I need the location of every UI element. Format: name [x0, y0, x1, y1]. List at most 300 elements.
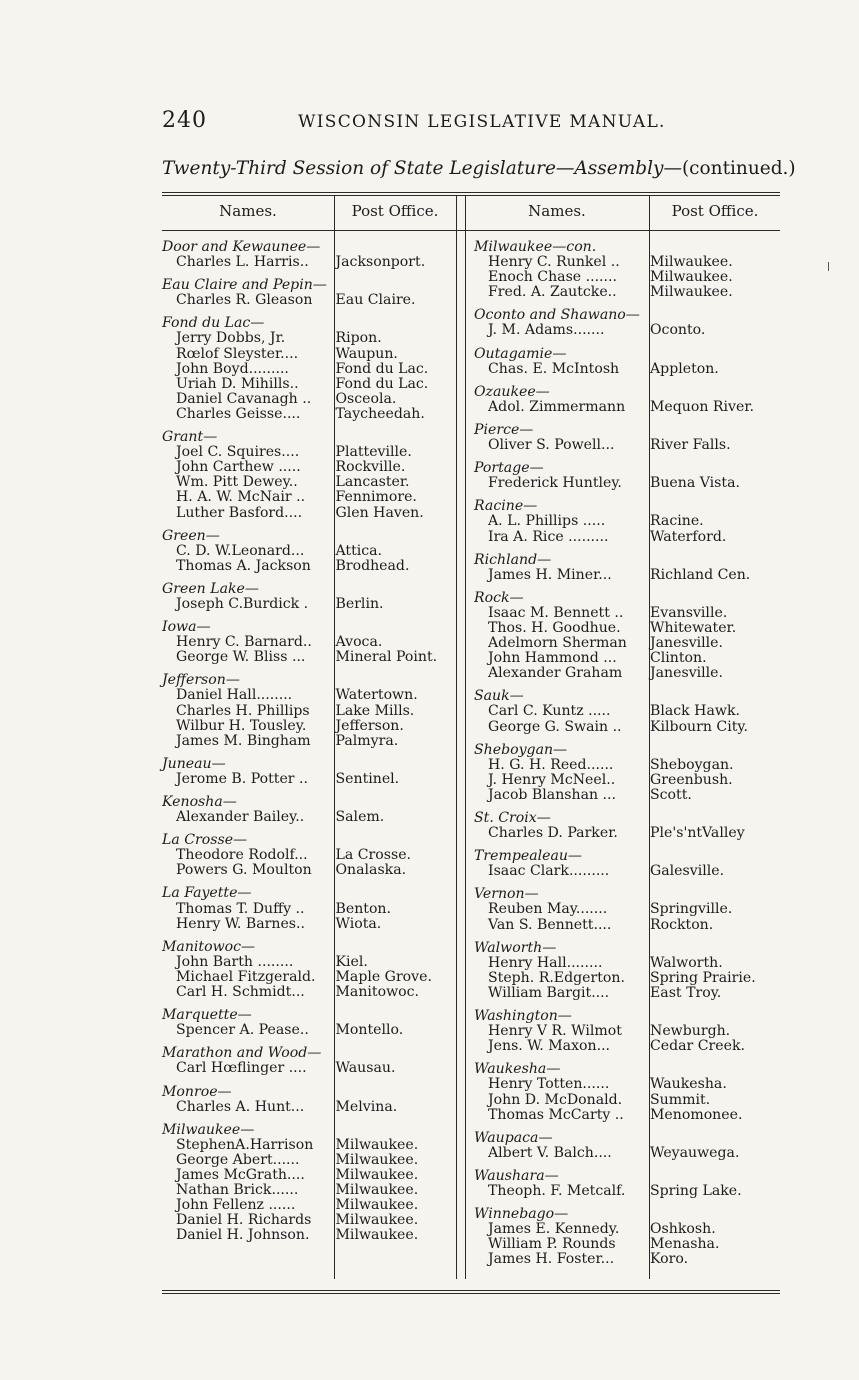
post-office: Kilbourn City. — [650, 719, 748, 735]
member-name: Albert V. Balch.... — [488, 1145, 612, 1161]
member-name: John Fellenz ...... — [176, 1198, 296, 1214]
post-office: Racine. — [650, 514, 704, 530]
post-office: Wausau. — [335, 1061, 396, 1077]
county-group — [474, 240, 780, 300]
member-row — [474, 1237, 780, 1252]
post-office: La Crosse. — [335, 848, 412, 864]
member-name: Daniel Hall........ — [176, 688, 293, 704]
post-office: Waukesha. — [650, 1077, 727, 1093]
member-name: George Abert...... — [176, 1152, 300, 1168]
county-name: Oconto and Shawano— — [474, 307, 640, 324]
county-name: Iowa— — [162, 619, 211, 636]
post-office: Avoca. — [335, 635, 383, 651]
post-office: Waterford. — [650, 529, 727, 545]
post-office: East Troy. — [650, 985, 722, 1001]
post-office: Eau Claire. — [335, 293, 416, 309]
post-office: Whitewater. — [650, 620, 737, 636]
member-name: Wilbur H. Tousley. — [176, 718, 307, 734]
member-name: William Bargit.... — [488, 985, 610, 1001]
member-row — [162, 255, 454, 270]
member-row — [474, 704, 780, 719]
running-title: WISCONSIN LEGISLATIVE MANUAL. — [298, 112, 666, 132]
member-name: Charles L. Harris.. — [176, 255, 309, 271]
member-name: Henry V R. Wilmot — [488, 1024, 622, 1040]
post-office: Appleton. — [650, 361, 719, 377]
county-name: Door and Kewaunee— — [162, 239, 321, 255]
bottom-rule-inner — [162, 1293, 780, 1294]
member-row — [474, 720, 780, 735]
member-row — [474, 568, 780, 583]
page-number: 240 — [162, 108, 207, 133]
member-row — [474, 362, 780, 377]
county-group — [162, 529, 454, 574]
member-name: Enoch Chase ....... — [488, 270, 617, 286]
county-group — [474, 499, 780, 544]
member-row — [474, 1077, 780, 1092]
member-row — [474, 1108, 780, 1123]
member-row — [474, 1146, 780, 1161]
county-group — [162, 673, 454, 748]
session-title-text: Twenty-Third Session of State Legislature—Assembly— — [162, 158, 682, 179]
member-name: Oliver S. Powell... — [488, 438, 615, 454]
member-name: J. M. Adams....... — [488, 323, 605, 339]
county-group — [474, 689, 780, 734]
member-row — [162, 772, 454, 787]
post-office: Melvina. — [335, 1099, 398, 1115]
member-name: Daniel H. Johnson. — [176, 1228, 310, 1244]
member-name: Carl H. Schmidt... — [176, 985, 305, 1001]
member-name: Daniel H. Richards — [176, 1213, 312, 1229]
post-office: Clinton. — [650, 651, 707, 667]
member-name: James E. Kennedy. — [488, 1222, 620, 1238]
member-row — [162, 704, 454, 719]
county-group — [162, 316, 454, 422]
county-name: Green Lake— — [162, 580, 259, 597]
county-name: Juneau— — [162, 755, 226, 772]
member-name: John Hammond ... — [488, 651, 617, 667]
post-office: Scott. — [650, 787, 692, 803]
county-group — [162, 757, 454, 787]
member-name: Isaac M. Bennett .. — [488, 605, 624, 621]
post-office: Milwaukee. — [335, 1152, 419, 1168]
post-office: Attica. — [335, 543, 383, 559]
county-name: Outagamie— — [474, 345, 567, 362]
county-name: Vernon— — [474, 886, 539, 903]
member-row — [162, 1061, 454, 1076]
member-row — [162, 377, 454, 392]
county-group — [162, 1008, 454, 1038]
post-office: Osceola. — [335, 391, 397, 407]
top-rule — [162, 192, 780, 193]
county-name: Richland— — [474, 551, 552, 568]
county-name: Winnebago— — [474, 1206, 569, 1223]
county-name: Fond du Lac— — [162, 315, 265, 332]
post-office: Cedar Creek. — [650, 1039, 745, 1055]
member-row — [474, 636, 780, 651]
post-office: Mequon River. — [650, 399, 755, 415]
county-name: Washington— — [474, 1008, 572, 1025]
member-row — [162, 1138, 454, 1153]
post-office: Rockton. — [650, 917, 714, 933]
member-name: Nathan Brick...... — [176, 1183, 299, 1199]
member-name: Chas. E. McIntosh — [488, 361, 620, 377]
post-office: Milwaukee. — [335, 1228, 419, 1244]
county-group — [162, 1085, 454, 1115]
post-office: Maple Grove. — [335, 969, 432, 985]
county-name: Monroe— — [162, 1083, 232, 1100]
county-name: Milwaukee—con. — [474, 239, 597, 255]
member-row — [474, 773, 780, 788]
post-office: Ple's'ntValley — [650, 826, 745, 842]
right-names-header: Names. — [528, 202, 586, 220]
post-office: Berlin. — [335, 596, 384, 612]
county-name: Waushara— — [474, 1167, 559, 1184]
post-office: Platteville. — [335, 445, 412, 461]
county-group — [474, 743, 780, 803]
county-name: La Crosse— — [162, 832, 248, 849]
post-office: Wiota. — [335, 916, 382, 932]
member-name: StephenA.Harrison — [176, 1137, 314, 1153]
member-name: Charles Geisse.... — [176, 406, 301, 422]
county-name: Green— — [162, 527, 220, 544]
member-row — [162, 293, 454, 308]
post-office: Sentinel. — [335, 771, 400, 787]
county-name: La Fayette— — [162, 885, 252, 902]
county-name: Racine— — [474, 498, 538, 515]
county-group — [474, 591, 780, 682]
county-name: St. Croix— — [474, 810, 551, 826]
member-row — [162, 970, 454, 985]
member-name: Ira A. Rice ......... — [488, 529, 609, 545]
post-office: Palmyra. — [335, 733, 399, 749]
post-office: Kiel. — [335, 954, 368, 970]
county-group — [162, 886, 454, 931]
member-name: James H. Miner... — [488, 567, 612, 583]
member-row — [162, 955, 454, 970]
county-group — [162, 278, 454, 308]
post-office: Waupun. — [335, 346, 398, 362]
member-name: Alexander Graham — [488, 666, 623, 682]
member-name: C. D. W.Leonard... — [176, 543, 305, 559]
member-name: A. L. Phillips ..... — [488, 514, 606, 530]
member-name: Henry C. Barnard.. — [176, 635, 312, 651]
left-post-office-header: Post Office. — [351, 202, 439, 220]
county-group — [474, 385, 780, 415]
member-name: Spencer A. Pease.. — [176, 1023, 309, 1039]
county-group — [474, 308, 780, 338]
member-row — [474, 1252, 780, 1267]
member-name: John D. McDonald. — [488, 1092, 623, 1108]
post-office: Weyauwega. — [650, 1145, 740, 1161]
member-row — [162, 810, 454, 825]
post-office: Milwaukee. — [335, 1198, 419, 1214]
member-name: Joseph C.Burdick . — [176, 596, 309, 612]
member-row — [474, 826, 780, 841]
member-name: Adol. Zimmermann — [488, 399, 626, 415]
bottom-rule — [162, 1290, 780, 1291]
member-row — [162, 1153, 454, 1168]
county-name: Waupaca— — [474, 1129, 553, 1146]
member-name: Alexander Bailey.. — [176, 810, 305, 826]
member-name: John Boyd......... — [176, 361, 289, 377]
post-office: Richland Cen. — [650, 567, 751, 583]
county-name: Rock— — [474, 589, 524, 606]
member-row — [474, 255, 780, 270]
member-row — [474, 1093, 780, 1108]
county-name: Portage— — [474, 460, 544, 477]
county-name: Eau Claire and Pepin— — [162, 277, 327, 294]
county-group — [162, 620, 454, 665]
post-office: Montello. — [335, 1023, 404, 1039]
member-row — [474, 1024, 780, 1039]
member-row — [162, 1183, 454, 1198]
member-row — [162, 1023, 454, 1038]
post-office: Janesville. — [650, 666, 724, 682]
member-name: Charles H. Phillips — [176, 703, 310, 719]
county-group — [474, 461, 780, 491]
member-name: Van S. Bennett.... — [488, 917, 612, 933]
post-office: Jacksonport. — [335, 255, 426, 271]
post-office: Oshkosh. — [650, 1222, 716, 1238]
county-group — [474, 1062, 780, 1122]
member-row — [474, 1039, 780, 1054]
county-group — [162, 430, 454, 521]
post-office: Milwaukee. — [650, 270, 733, 286]
member-row — [162, 490, 454, 505]
county-group — [474, 1169, 780, 1199]
member-row — [162, 734, 454, 749]
member-name: Daniel Cavanagh .. — [176, 391, 312, 407]
member-row — [162, 544, 454, 559]
post-office: Buena Vista. — [650, 476, 740, 492]
county-name: Grant— — [162, 429, 218, 446]
member-name: Charles D. Parker. — [488, 826, 618, 842]
member-name: Thos. H. Goodhue. — [488, 620, 621, 636]
member-name: John Carthew ..... — [176, 460, 301, 476]
post-office: Sheboygan. — [650, 757, 734, 773]
member-row — [474, 788, 780, 803]
post-office: Greenbush. — [650, 772, 733, 788]
county-name: Marquette— — [162, 1007, 252, 1024]
county-group — [474, 941, 780, 1001]
post-office: Spring Prairie. — [650, 970, 756, 986]
post-office: River Falls. — [650, 438, 731, 454]
post-office: Galesville. — [650, 864, 725, 880]
member-row — [162, 597, 454, 612]
member-name: Jacob Blanshan ... — [488, 787, 616, 803]
post-office: Spring Lake. — [650, 1183, 742, 1199]
member-name: George G. Swain .. — [488, 719, 622, 735]
member-name: Reuben May....... — [488, 902, 608, 918]
left-names-header: Names. — [219, 202, 277, 220]
member-row — [162, 407, 454, 422]
member-name: Henry Totten...... — [488, 1077, 610, 1093]
member-name: Isaac Clark......... — [488, 864, 610, 880]
member-row — [474, 971, 780, 986]
post-office: Black Hawk. — [650, 704, 740, 720]
county-name: Trempealeau— — [474, 848, 583, 865]
member-row — [474, 758, 780, 773]
member-row — [474, 323, 780, 338]
post-office: Brodhead. — [335, 558, 410, 574]
table-title — [162, 158, 796, 179]
member-row — [474, 438, 780, 453]
member-row — [162, 347, 454, 362]
member-name: H. G. H. Reed...... — [488, 757, 614, 773]
county-name: Milwaukee— — [162, 1121, 255, 1138]
member-row — [162, 863, 454, 878]
post-office: Milwaukee. — [335, 1137, 419, 1153]
member-row — [474, 918, 780, 933]
county-name: Pierce— — [474, 421, 534, 438]
member-row — [474, 476, 780, 491]
member-name: J. Henry McNeel.. — [488, 772, 616, 788]
member-row — [162, 985, 454, 1000]
county-group — [474, 811, 780, 841]
county-group — [162, 582, 454, 612]
post-office: Milwaukee. — [335, 1213, 419, 1229]
county-name: Sauk— — [474, 688, 524, 705]
post-office: Milwaukee. — [335, 1167, 419, 1183]
post-office: Rockville. — [335, 460, 406, 476]
member-row — [474, 986, 780, 1001]
member-row — [162, 392, 454, 407]
post-office: Milwaukee. — [650, 285, 733, 301]
member-name: George W. Bliss ... — [176, 650, 306, 666]
member-name: Henry C. Runkel .. — [488, 255, 620, 271]
center-divider — [456, 196, 457, 1279]
member-name: Michael Fitzgerald. — [176, 969, 316, 985]
member-name: Theoph. F. Metcalf. — [488, 1183, 626, 1199]
right-post-office-header: Post Office. — [671, 202, 759, 220]
county-group — [162, 1046, 454, 1076]
post-office: Milwaukee. — [335, 1183, 419, 1199]
member-row — [162, 650, 454, 665]
post-office: Evansville. — [650, 605, 728, 621]
member-name: Luther Basford.... — [176, 505, 303, 521]
member-row — [162, 559, 454, 574]
member-row — [162, 460, 454, 475]
county-group — [474, 1207, 780, 1267]
county-group — [162, 940, 454, 1000]
member-name: Henry W. Barnes.. — [176, 916, 305, 932]
member-name: John Barth ........ — [176, 954, 294, 970]
member-row — [474, 530, 780, 545]
member-row — [474, 666, 780, 681]
county-group — [474, 1131, 780, 1161]
member-name: Frederick Huntley. — [488, 476, 622, 492]
post-office: Watertown. — [335, 688, 418, 704]
member-row — [474, 956, 780, 971]
member-row — [474, 400, 780, 415]
member-name: Carl C. Kuntz ..... — [488, 704, 611, 720]
top-rule-inner — [162, 195, 780, 196]
post-office: Janesville. — [650, 636, 724, 652]
member-name: Fred. A. Zautcke.. — [488, 285, 617, 301]
member-row — [162, 1228, 454, 1243]
member-name: Uriah D. Mihills.. — [176, 376, 299, 392]
post-office: Newburgh. — [650, 1024, 731, 1040]
post-office: Koro. — [650, 1252, 689, 1268]
member-name: Jerry Dobbs, Jr. — [176, 331, 286, 347]
member-row — [474, 864, 780, 879]
member-row — [162, 1213, 454, 1228]
member-row — [474, 902, 780, 917]
member-row — [162, 848, 454, 863]
member-name: Henry Hall........ — [488, 955, 603, 971]
member-name: Steph. R.Edgerton. — [488, 970, 625, 986]
member-row — [162, 506, 454, 521]
post-office: Walworth. — [650, 955, 723, 971]
center-divider-inner — [465, 196, 466, 1279]
post-office: Milwaukee. — [650, 255, 733, 271]
member-name: Joel C. Squires.... — [176, 445, 300, 461]
county-name: Jefferson— — [162, 672, 240, 689]
member-row — [162, 475, 454, 490]
member-name: James M. Bingham — [176, 733, 311, 749]
post-office: Jefferson. — [335, 718, 404, 734]
member-name: Rœlof Sleyster.... — [176, 346, 299, 362]
county-group — [162, 795, 454, 825]
member-row — [162, 1100, 454, 1115]
member-row — [162, 1198, 454, 1213]
member-name: Wm. Pitt Dewey.. — [176, 475, 298, 491]
county-group — [162, 833, 454, 878]
county-name: Manitowoc— — [162, 938, 256, 955]
member-row — [162, 902, 454, 917]
post-office: Onalaska. — [335, 863, 407, 879]
member-name: James McGrath.... — [176, 1167, 305, 1183]
post-office: Taycheedah. — [335, 406, 425, 422]
county-name: Walworth— — [474, 939, 557, 956]
post-office: Fond du Lac. — [335, 376, 429, 392]
post-office: Summit. — [650, 1092, 711, 1108]
member-name: William P. Rounds — [488, 1237, 616, 1253]
county-name: Marathon and Wood— — [162, 1045, 322, 1062]
left-column — [162, 240, 454, 1251]
post-office: Fond du Lac. — [335, 361, 429, 377]
member-name: Adelmorn Sherman — [488, 636, 627, 652]
post-office: Glen Haven. — [335, 505, 424, 521]
county-group — [474, 849, 780, 879]
member-name: H. A. W. McNair .. — [176, 490, 306, 506]
member-row — [474, 270, 780, 285]
right-column — [474, 240, 780, 1275]
county-name: Sheboygan— — [474, 741, 568, 758]
county-name: Ozaukee— — [474, 383, 550, 400]
header-rule — [162, 230, 780, 231]
post-office: Menomonee. — [650, 1107, 743, 1123]
county-name: Kenosha— — [162, 794, 237, 810]
post-office: Lancaster. — [335, 475, 410, 491]
member-name: Carl Hœflinger .... — [176, 1061, 307, 1077]
member-row — [474, 606, 780, 621]
county-group — [474, 1009, 780, 1054]
page-header — [162, 108, 782, 138]
county-group — [162, 240, 454, 270]
member-row — [162, 331, 454, 346]
member-name: Thomas A. Jackson — [176, 558, 311, 574]
member-name: Thomas T. Duffy .. — [176, 901, 305, 917]
member-name: Jerome B. Potter .. — [176, 771, 308, 787]
county-name: Waukesha— — [474, 1061, 561, 1078]
member-row — [162, 362, 454, 377]
post-office: Ripon. — [335, 331, 382, 347]
member-name: Thomas McCarty .. — [488, 1107, 624, 1123]
member-row — [474, 1222, 780, 1237]
member-name: Charles R. Gleason — [176, 293, 313, 309]
member-row — [162, 688, 454, 703]
